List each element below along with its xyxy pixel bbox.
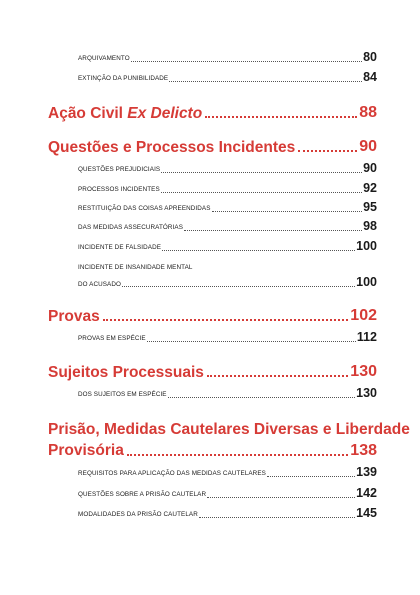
toc-section-provas[interactable]	[48, 308, 377, 324]
toc-entry-label: PROVAS EM ESPÉCIE	[78, 335, 146, 343]
leader-dots	[161, 172, 362, 173]
leader-dots	[207, 497, 355, 498]
toc-entry-page: 112	[356, 330, 377, 344]
toc-section-label: Sujeitos Processuais	[48, 363, 204, 381]
leader-dots	[122, 286, 355, 287]
toc-section-sujeitos[interactable]	[48, 364, 377, 380]
toc-entry-page: 100	[356, 239, 377, 253]
section-label-italic: Ex Delicto	[127, 104, 203, 122]
leader-dots	[199, 517, 355, 518]
toc-section-page: 102	[350, 307, 377, 324]
leader-dots	[162, 250, 355, 251]
toc-entry-label-line1: INCIDENTE DE INSANIDADE MENTAL	[78, 264, 193, 271]
toc-entry-incidente-insanidade[interactable]	[78, 265, 377, 289]
leader-dots	[212, 211, 363, 212]
toc-entry-page: 145	[356, 506, 377, 520]
toc-entry-processos-incidentes[interactable]	[78, 182, 377, 195]
toc-entry-page: 84	[363, 70, 377, 84]
toc-entry-page: 92	[363, 181, 377, 195]
toc-section-label	[48, 106, 202, 122]
toc-entry-label: ARQUIVAMENTO	[78, 55, 130, 63]
toc-entry-page: 90	[363, 161, 377, 175]
toc-section-page: 88	[359, 104, 377, 121]
toc-section-page: 90	[359, 138, 377, 155]
toc-section-acao-civil[interactable]	[48, 105, 377, 121]
toc-entry-label: QUESTÕES PREJUDICIAIS	[78, 166, 161, 174]
leader-dots	[298, 150, 357, 152]
toc-entry-page: 139	[356, 465, 377, 479]
leader-dots	[127, 454, 348, 456]
toc-entry-label: RESTITUIÇÃO DAS COISAS APREENDIDAS	[78, 205, 211, 213]
toc-section-label: Questões e Processos Incidentes	[48, 138, 296, 156]
toc-section-prisao[interactable]	[48, 421, 410, 459]
toc-entry-label: PROCESSOS INCIDENTES	[78, 186, 160, 194]
leader-dots	[147, 341, 356, 342]
toc-section-label-line2: Provisória	[48, 442, 124, 459]
toc-entry-restituicao[interactable]	[78, 201, 377, 214]
toc-entry-requisitos[interactable]	[78, 466, 377, 479]
toc-section-page: 138	[350, 441, 377, 459]
toc-entry-label: QUESTÕES SOBRE A PRISÃO CAUTELAR	[78, 491, 207, 499]
section-label-part: Ação Civil	[48, 104, 128, 122]
toc-entry-provas-especie[interactable]	[78, 331, 377, 344]
toc-entry-label: REQUISITOS PARA APLICAÇÃO DAS MEDIDAS CAUTELARES	[78, 470, 266, 478]
toc-entry-page: 98	[363, 219, 377, 233]
toc-entry-extincao[interactable]	[78, 71, 377, 84]
toc-entry-label: INCIDENTE DE FALSIDADE	[78, 244, 162, 252]
toc-entry-page: 100	[356, 275, 377, 290]
leader-dots	[161, 192, 362, 193]
toc-entry-label: DAS MEDIDAS ASSECURATÓRIAS	[78, 224, 184, 232]
toc-entry-medidas-assecuratorias[interactable]	[78, 220, 377, 233]
toc-entry-label: DOS SUJEITOS EM ESPÉCIE	[78, 391, 167, 399]
toc-section-label-line1: Prisão, Medidas Cautelares Diversas e Liberdade	[48, 421, 410, 438]
toc-entry-label: MODALIDADES DA PRISÃO CAUTELAR	[78, 511, 198, 519]
leader-dots	[168, 397, 356, 398]
leader-dots	[103, 319, 349, 321]
toc-entry-page: 80	[363, 50, 377, 64]
toc-section-page: 130	[350, 363, 377, 380]
toc-entry-arquivamento[interactable]	[78, 51, 377, 64]
toc-section-questoes[interactable]	[48, 139, 377, 155]
leader-dots	[169, 81, 362, 82]
leader-dots	[267, 476, 355, 477]
toc-entry-modalidades[interactable]	[78, 507, 377, 520]
leader-dots	[205, 116, 357, 118]
toc-entry-questoes-prejudiciais[interactable]	[78, 162, 377, 175]
toc-entry-page: 95	[363, 200, 377, 214]
leader-dots	[207, 375, 348, 377]
toc-entry-page: 142	[356, 486, 377, 500]
toc-entry-sujeitos-especie[interactable]	[78, 387, 377, 400]
toc-entry-questoes-prisao[interactable]	[78, 487, 377, 500]
toc-section-label: Provas	[48, 307, 100, 325]
leader-dots	[184, 230, 362, 231]
toc-entry-label: EXTINÇÃO DA PUNIBILIDADE	[78, 75, 169, 83]
toc-entry-incidente-falsidade[interactable]	[78, 240, 377, 253]
leader-dots	[131, 61, 362, 62]
toc-entry-page: 130	[356, 386, 377, 400]
toc-entry-label-line2: DO ACUSADO	[78, 280, 121, 288]
